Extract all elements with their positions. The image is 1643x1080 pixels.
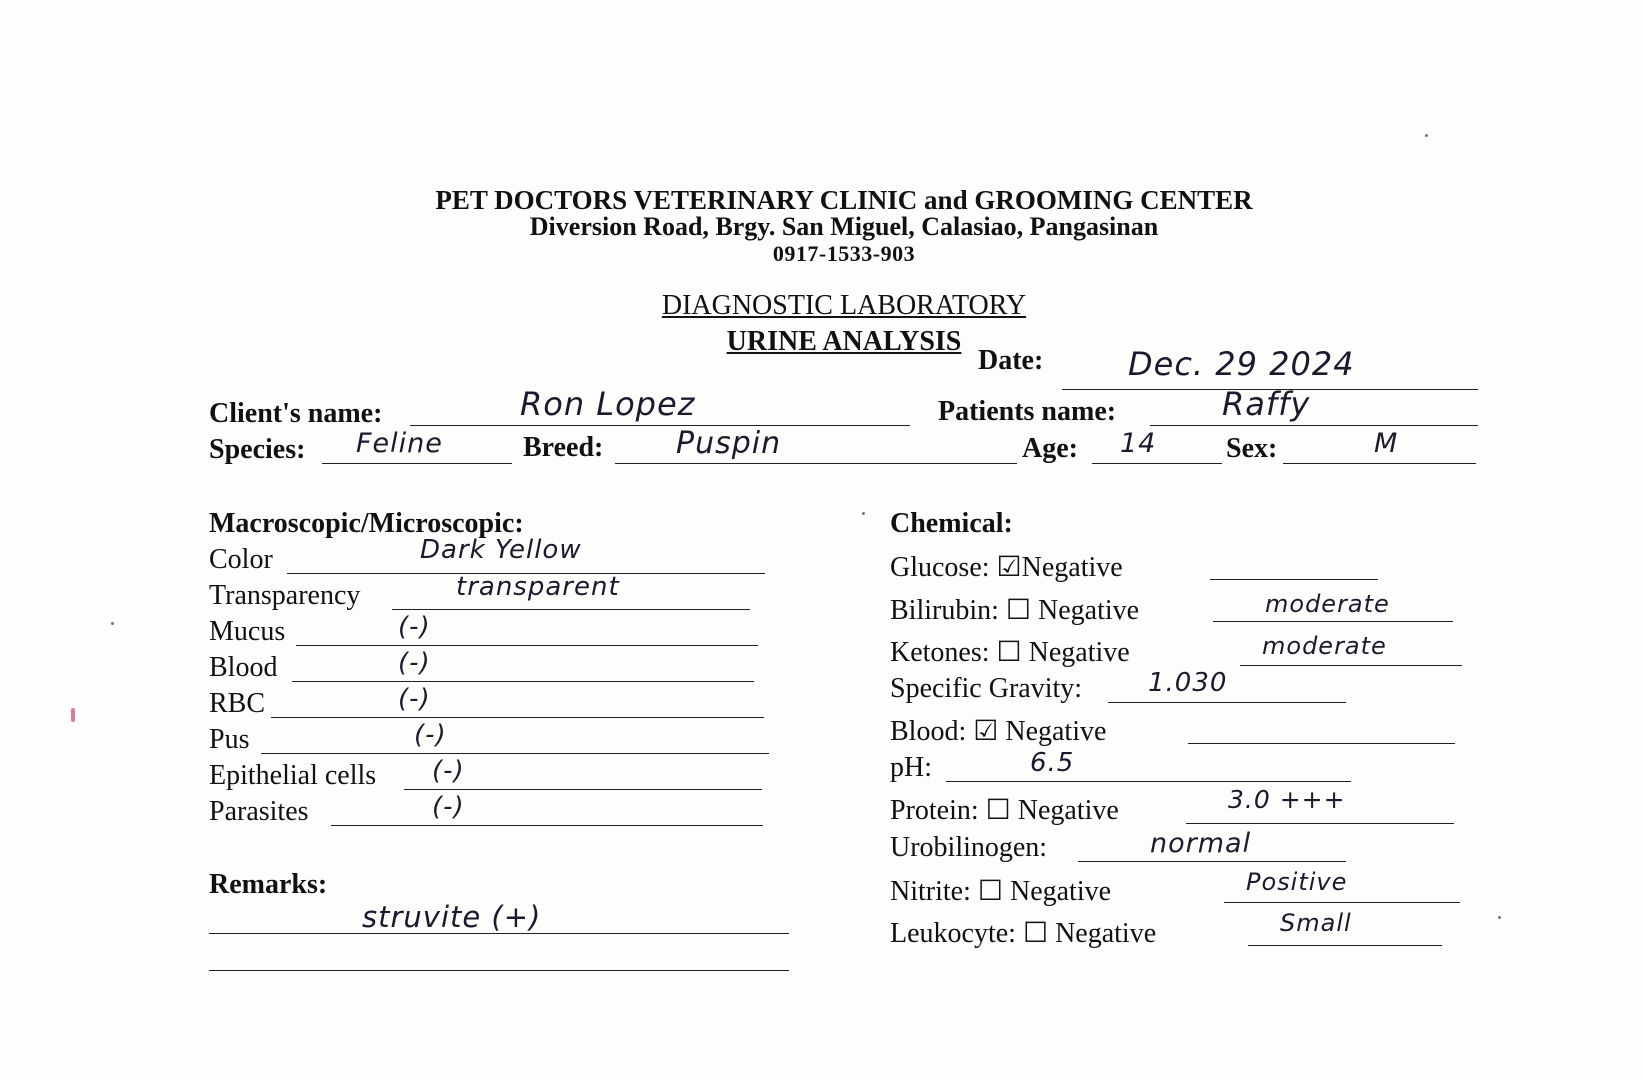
- blood-chem-row: [890, 714, 1106, 748]
- client-name-label: Client's name:: [209, 398, 383, 429]
- leukocyte-label: Leukocyte:: [890, 918, 1016, 949]
- patient-name-label: Patients name:: [938, 396, 1117, 427]
- rbc-value[interactable]: (-): [398, 684, 431, 714]
- nitrite-line: [1224, 902, 1460, 903]
- leukocyte-value[interactable]: Small: [1280, 909, 1352, 937]
- transparency-value[interactable]: transparent: [456, 572, 620, 602]
- specific-gravity-line: [1108, 702, 1346, 703]
- blood-macro-line: [292, 681, 754, 682]
- ph-label: pH:: [890, 752, 932, 783]
- bilirubin-label: Bilirubin:: [890, 595, 999, 626]
- color-value[interactable]: Dark Yellow: [420, 535, 582, 565]
- blood-macro-label: Blood: [209, 652, 278, 683]
- protein-row: [890, 793, 1119, 827]
- leukocyte-checkbox[interactable]: ☐: [1022, 918, 1049, 949]
- protein-label: Protein:: [890, 795, 979, 826]
- remarks-line-2: [209, 970, 789, 971]
- parasites-line: [331, 825, 763, 826]
- epithelial-cells-line: [404, 789, 762, 790]
- clinic-address: Diversion Road, Brgy. San Miguel, Calasiao, Pangasinan: [529, 212, 1159, 241]
- ph-value[interactable]: 6.5: [1030, 748, 1075, 778]
- clinic-phone: 0917-1533-903: [772, 241, 916, 266]
- transparency-line: [392, 609, 750, 610]
- ketones-row: [890, 635, 1130, 669]
- rbc-line: [271, 717, 764, 718]
- urobilinogen-line: [1078, 861, 1346, 862]
- ketones-line: [1240, 665, 1462, 666]
- nitrite-label: Nitrite:: [890, 876, 971, 907]
- glucose-row: [890, 550, 1123, 584]
- nitrite-checkbox[interactable]: ☐: [977, 876, 1003, 907]
- department-title: DIAGNOSTIC LABORATORY: [661, 290, 1027, 321]
- breed-label: Breed:: [523, 432, 604, 463]
- blood-chem-label: Blood:: [890, 716, 967, 747]
- leukocyte-option: Negative: [1055, 918, 1157, 949]
- blood-macro-value[interactable]: (-): [398, 648, 431, 678]
- client-name-line: [410, 425, 910, 426]
- leukocyte-row: [890, 916, 1156, 950]
- glucose-label: Glucose:: [890, 552, 990, 583]
- glucose-line: [1210, 579, 1378, 580]
- bilirubin-value[interactable]: moderate: [1265, 590, 1390, 618]
- protein-checkbox[interactable]: ☐: [985, 795, 1011, 826]
- scan-speck: [111, 622, 114, 625]
- ph-line: [946, 781, 1351, 782]
- bilirubin-checkbox[interactable]: ☐: [1005, 595, 1032, 626]
- date-value[interactable]: Dec. 29 2024: [1128, 345, 1355, 383]
- mucus-line: [296, 645, 758, 646]
- age-label: Age:: [1022, 433, 1078, 464]
- blood-chem-line: [1188, 743, 1455, 744]
- urobilinogen-label: Urobilinogen:: [890, 832, 1048, 863]
- epithelial-cells-label: Epithelial cells: [209, 760, 377, 791]
- chemical-heading: Chemical:: [890, 508, 1013, 539]
- parasites-value[interactable]: (-): [432, 792, 465, 822]
- nitrite-option: Negative: [1009, 876, 1112, 907]
- mucus-label: Mucus: [209, 616, 286, 647]
- scan-speck: [1498, 916, 1501, 919]
- species-line: [322, 463, 512, 464]
- sex-line: [1283, 463, 1476, 464]
- remarks-value[interactable]: struvite (+): [362, 900, 542, 934]
- urobilinogen-value[interactable]: normal: [1150, 828, 1252, 859]
- remarks-label: Remarks:: [209, 869, 328, 900]
- protein-value[interactable]: 3.0 +++: [1228, 785, 1346, 814]
- patient-name-value[interactable]: Raffy: [1222, 385, 1311, 423]
- nitrite-value[interactable]: Positive: [1246, 868, 1348, 896]
- specific-gravity-value[interactable]: 1.030: [1148, 668, 1228, 698]
- breed-value[interactable]: Puspin: [676, 426, 782, 461]
- scan-speck: [1425, 134, 1428, 137]
- parasites-label: Parasites: [209, 796, 309, 827]
- blood-chem-checkbox[interactable]: ☑: [973, 716, 999, 747]
- leukocyte-line: [1248, 945, 1442, 946]
- epithelial-cells-value[interactable]: (-): [432, 756, 465, 786]
- color-label: Color: [209, 544, 273, 575]
- ketones-option: Negative: [1028, 637, 1130, 668]
- scan-mark: [71, 708, 75, 722]
- client-name-value[interactable]: Ron Lopez: [520, 385, 696, 423]
- age-line: [1092, 463, 1222, 464]
- specific-gravity-label: Specific Gravity:: [890, 673, 1083, 704]
- sex-label: Sex:: [1226, 433, 1278, 464]
- date-label: Date:: [978, 345, 1044, 376]
- pus-label: Pus: [209, 724, 250, 755]
- scan-speck: [862, 512, 865, 515]
- bilirubin-row: [890, 593, 1139, 627]
- bilirubin-line: [1213, 621, 1453, 622]
- age-value[interactable]: 14: [1120, 428, 1157, 459]
- pus-line: [261, 753, 769, 754]
- mucus-value[interactable]: (-): [398, 612, 431, 642]
- species-value[interactable]: Feline: [356, 428, 443, 459]
- glucose-checkbox[interactable]: ☑: [996, 552, 1022, 583]
- rbc-label: RBC: [209, 688, 266, 719]
- protein-line: [1186, 823, 1454, 824]
- clinic-name: PET DOCTORS VETERINARY CLINIC and GROOMING CENTER: [435, 185, 1253, 215]
- patient-name-line: [1150, 425, 1478, 426]
- breed-line: [615, 463, 1017, 464]
- species-label: Species:: [209, 434, 306, 465]
- ketones-value[interactable]: moderate: [1262, 632, 1387, 660]
- form-title: URINE ANALYSIS: [726, 326, 962, 357]
- protein-option: Negative: [1017, 795, 1119, 826]
- blood-chem-option: Negative: [1005, 716, 1107, 747]
- sex-value[interactable]: M: [1374, 428, 1399, 459]
- ketones-checkbox[interactable]: ☐: [996, 637, 1022, 668]
- macroscopic-heading: Macroscopic/Microscopic:: [209, 508, 524, 539]
- nitrite-row: [890, 874, 1111, 908]
- bilirubin-option: Negative: [1038, 595, 1140, 626]
- ketones-label: Ketones:: [890, 637, 990, 668]
- pus-value[interactable]: (-): [414, 720, 447, 750]
- transparency-label: Transparency: [209, 580, 361, 611]
- glucose-option: Negative: [1021, 552, 1123, 583]
